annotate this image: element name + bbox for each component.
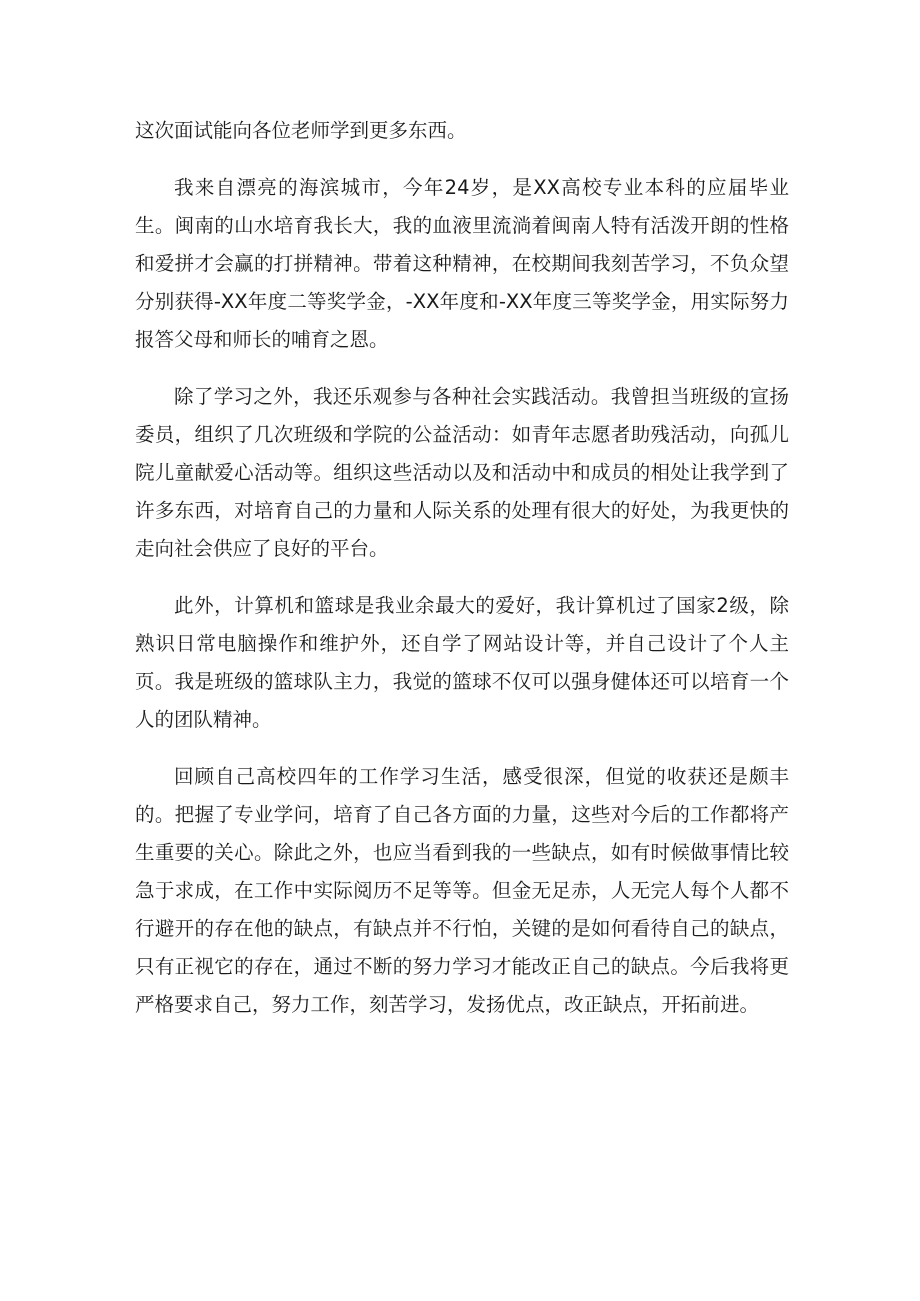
document-body <box>135 112 789 1024</box>
paragraph-reflection: 回顾自己高校四年的工作学习生活，感受很深，但觉的收获还是颇丰的。把握了专业学问，培育了自己各方面的力量，这些对今后的工作都将产生重要的关心。除此之外，也应当看到我的一些缺点，如有时候做事情比较急于求成，在工作中实际阅历不足等等。但金无足赤，人无完人每个人都不行避开的存在他的缺点，有缺点并不行怕，关键的是如何看待自己的缺点，只有正视它的存在，通过不断的努力学习才能改正自己的缺点。今后我将更严格要求自己，努力工作，刻苦学习，发扬优点，改正缺点，开拓前进。 <box>135 765 789 1016</box>
paragraph-activities: 除了学习之外，我还乐观参与各种社会实践活动。我曾担当班级的宣扬委员，组织了几次班级和学院的公益活动：如青年志愿者助残活动，向孤儿院儿童献爱心活动等。组织这些活动以及和活动中和成员的相处让我学到了许多东西，对培育自己的力量和人际关系的处理有很大的好处，为我更快的走向社会供应了良好的平台。 <box>135 385 789 560</box>
paragraph-background: 我来自漂亮的海滨城市，今年24岁，是XX高校专业本科的应届毕业生。闽南的山水培育我长大，我的血液里流淌着闽南人特有活泼开朗的性格和爱拼才会赢的打拼精神。带着这种精神，在校期间我刻苦学习，不负众望分别获得-XX年度二等奖学金，-XX年度和-XX年度三等奖学金，用实际努力报答父母和师长的哺育之恩。 <box>135 176 789 351</box>
paragraph-hobbies: 此外，计算机和篮球是我业余最大的爱好，我计算机过了国家2级，除熟识日常电脑操作和维护外，还自学了网站设计等，并自己设计了个人主页。我是班级的篮球队主力，我觉的篮球不仅可以强身健体还可以培育一个人的团队精神。 <box>135 594 789 731</box>
paragraph-continuation: 这次面试能向各位老师学到更多东西。 <box>135 119 467 142</box>
